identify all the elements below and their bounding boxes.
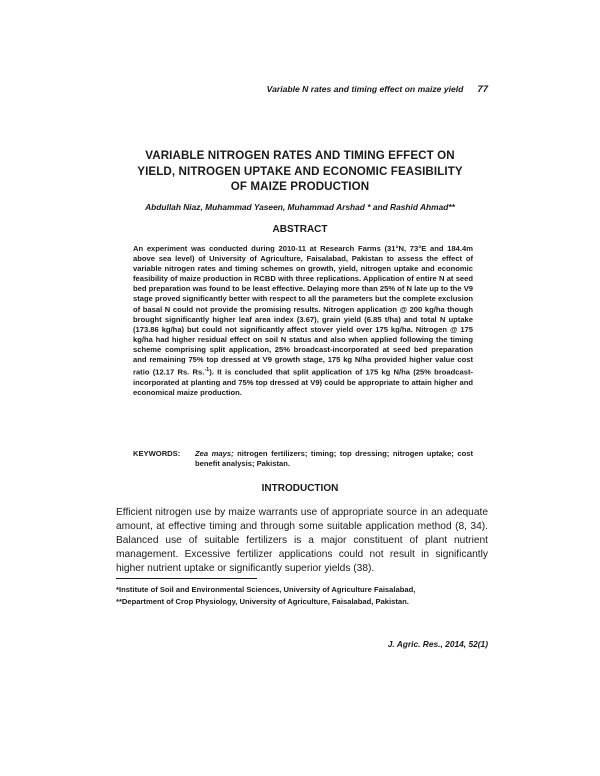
keywords-list: nitrogen fertilizers; timing; top dressing; nitrogen uptake; cost benefit analysis; Pakistan. [195,449,473,469]
introduction-heading: INTRODUCTION [261,483,339,494]
footnote-divider [116,578,257,579]
article-title [118,148,482,195]
journal-reference: J. Agric. Res., 2014, 52(1) [387,639,488,649]
article-title-line: YIELD, NITROGEN UPTAKE AND ECONOMIC FEASIBILITY [137,164,463,178]
abstract-text [133,244,473,398]
running-head [267,84,488,95]
footnote-affiliation: **Department of Crop Physiology, University of Agriculture, Faisalabad, Pakistan. [116,596,409,606]
keywords-italic-term: Zea mays; [195,449,234,458]
author-list: Abdullah Niaz, Muhammad Yaseen, Muhammad Arshad * and Rashid Ahmad** [145,202,455,212]
running-head-title: Variable N rates and timing effect on maize yield [266,84,464,94]
abstract-text-end: ). It is concluded that split application of 175 kg N/ha (25% broadcast-incorporated at planting and 75% top dressed at V9) could be appropriate to attain higher and economical maize production. [133,367,473,397]
introduction-text: Efficient nitrogen use by maize warrants use of appropriate source in an adequate amount, at effective timing and through some suitable application method (8, 34). Balanced use of suitable fertilizers is a major constituent of plant nutrient management. Excessive fertilizer applications could not result in significantly higher nutrient uptake or significantly superior yields (38). [116,507,488,574]
footnotes [116,584,494,607]
footnote-affiliation: *Institute of Soil and Environmental Sciences, University of Agriculture Faisalabad, [116,585,416,594]
keywords-label: KEYWORDS: [133,449,181,458]
abstract-heading: ABSTRACT [272,224,328,235]
abstract-superscript: -1 [204,367,210,374]
article-title-line: VARIABLE NITROGEN RATES AND TIMING EFFECT ON [145,149,455,162]
page-number: 77 [477,84,488,95]
keywords-value [195,449,473,469]
abstract-text-main: An experiment was conducted during 2010-11 at Research Farms (31°N, 73°E and 184.4m above sea level) of University of Agriculture, Faisalabad, Pakistan to assess the effect of variable nitrogen rates and timing schemes on growth, yield, nitrogen uptake and economic feasibility of maize production in RCBD with three replications. Application of entire N at seed bed preparation was found to be least effective. Delaying more than 25% of N late up to the V9 stage proved significantly better with respect to all the parameters but the complete exclusion of basal N could not provide the promising results. Nitrogen application @ 200 kg/ha though brought significantly higher leaf area index (3.67), grain yield (6.85 t/ha) and total N uptake (173.86 kg/ha) but could not significantly affect stover yield over 175 kg/ha. Nitrogen @ 175 kg/ha had higher residual effect on soil N status and also when applied following the timing scheme comprising split application, 25% broadcast-incorporated at seed bed preparation and remaining 75% top dressed at V9 growth stage, 175 kg N/ha provided higher value cost ratio (12.17 Rs. Rs. [133,244,473,377]
article-title-line: OF MAIZE PRODUCTION [230,180,370,193]
keywords [133,449,473,469]
